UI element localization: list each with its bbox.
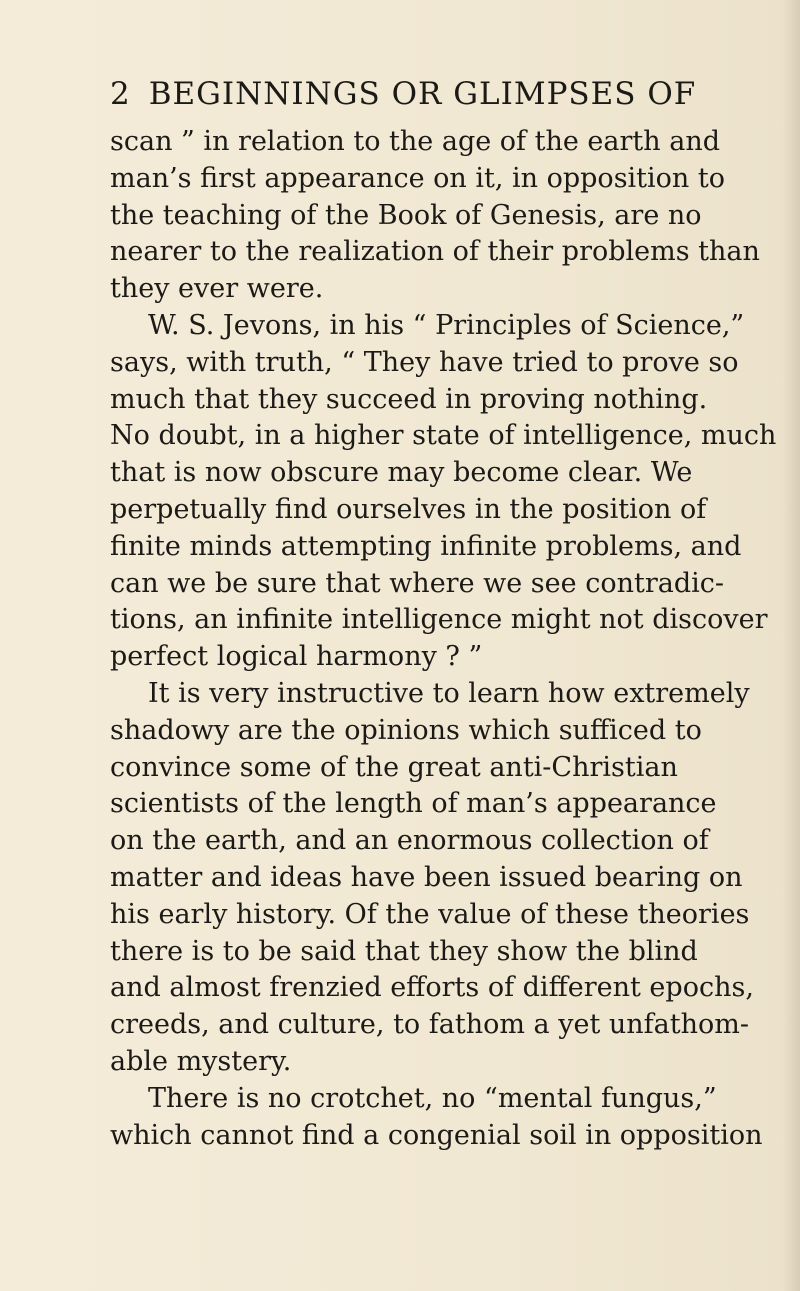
text-line: shadowy are the opinions which sufficed to [110,714,702,746]
text-line: says, with truth, “ They have tried to prove so [110,346,739,378]
text-line: nearer to the realization of their problems than [110,236,760,268]
text-line: No doubt, in a higher state of intelligence, much [110,420,777,452]
page-edge-shadow [782,0,800,1291]
text-line: which cannot find a congenial soil in opposition [110,1119,763,1151]
text-line: able mystery. [110,1045,292,1077]
text-line: they ever were. [110,273,324,305]
text-line: can we be sure that where we see contradic- [110,567,724,599]
text-line: matter and ideas have been issued bearing on [110,861,743,893]
text-line: perfect logical harmony ? ” [110,641,483,673]
running-title: BEGINNINGS OR GLIMPSES OF [148,76,697,112]
text-line: and almost frenzied efforts of different epochs, [110,972,754,1004]
text-line: creeds, and culture, to fathom a yet unfathom- [110,1009,749,1041]
text-line: tions, an infinite intelligence might not discover [110,604,768,636]
running-header [110,76,696,112]
text-line: that is now obscure may become clear. We [110,457,693,489]
text-line: There is no crotchet, no “mental fungus,” [148,1082,717,1114]
text-line: convince some of the great anti-Christian [110,751,678,783]
text-line: on the earth, and an enormous collection of [110,825,709,857]
text-line: his early history. Of the value of these theories [110,898,750,930]
text-line: It is very instructive to learn how extremely [148,677,750,709]
text-line: W. S. Jevons, in his “ Principles of Science,” [148,309,745,341]
text-line: scientists of the length of man’s appearance [110,788,717,820]
text-line: scan ” in relation to the age of the earth and [110,126,721,157]
text-line: man’s first appearance on it, in opposition to [110,162,726,194]
text-line: there is to be said that they show the blind [110,935,698,967]
text-line: the teaching of the Book of Genesis, are no [110,199,702,231]
page-number: 2 [110,76,131,112]
body-text [110,124,777,1154]
text-line: finite minds attempting infinite problems, and [110,530,742,562]
text-line: perpetually find ourselves in the position of [110,493,707,525]
text-line: much that they succeed in proving nothing. [110,383,708,415]
